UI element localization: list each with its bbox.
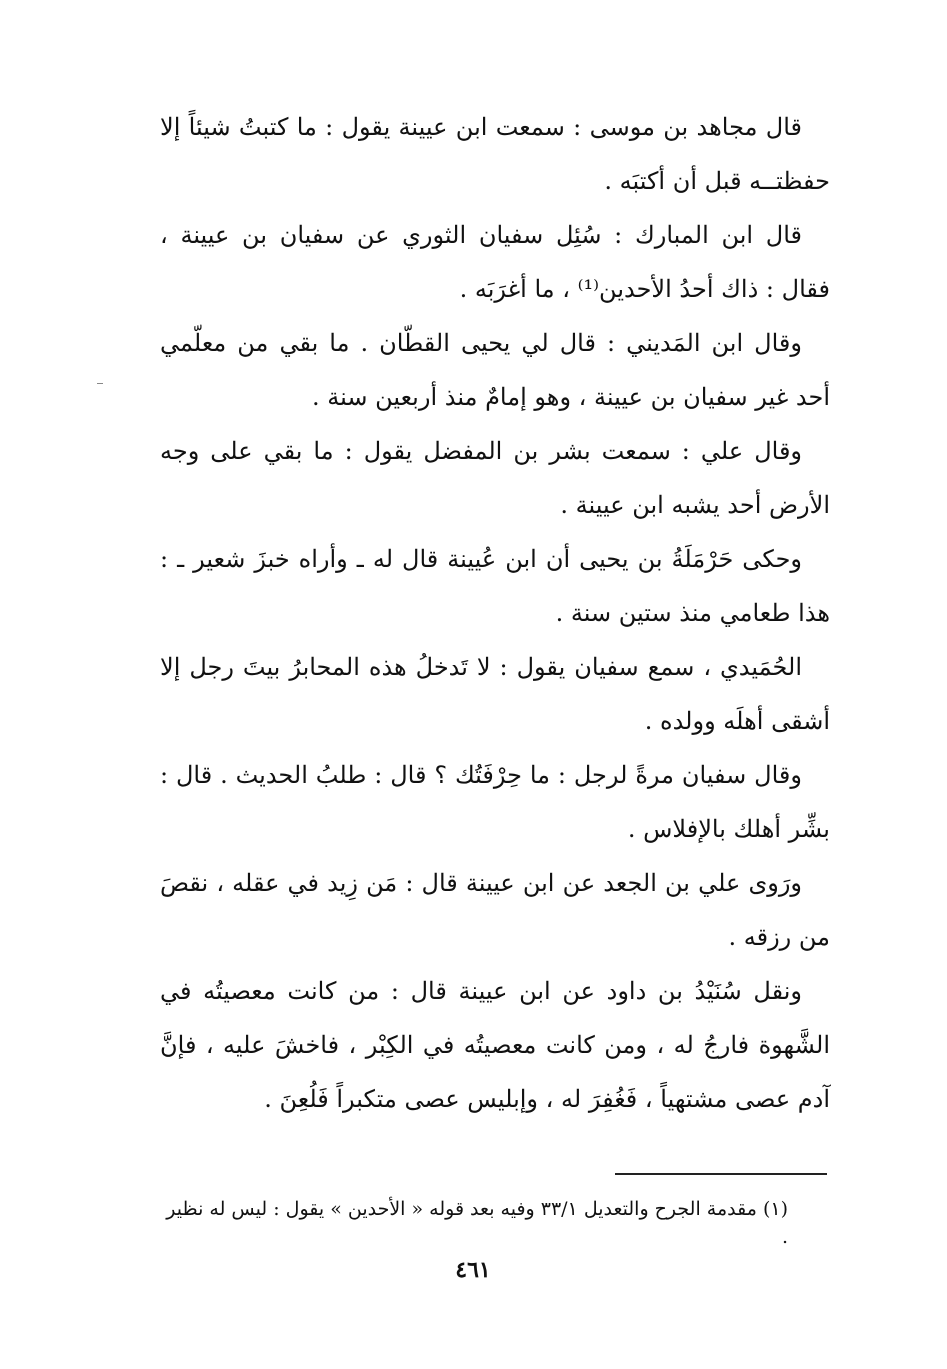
paragraph-harmala: وحكى حَرْمَلَةُ بن يحيى أن ابن عُيينة قال له ـ وأراه خبزَ شعير ـ : هذا طعامي منذ ستين سنة . [160, 545, 830, 627]
footnote-divider [615, 1173, 827, 1175]
paragraph-humaydi: الحُمَيدي ، سمع سفيان يقول : لا تَدخلُ هذه المحابرُ بيتَ رجل إلا أشقى أهلَه وولده . [160, 653, 830, 735]
paragraph-sufyan-craft: وقال سفيان مرةً لرجل : ما حِرْفَتُك ؟ قال : طلبُ الحديث . قال : بشِّر أهلك بالإفلاس . [160, 761, 830, 843]
paragraph-ibn-al-madini: وقال ابن المَديني : قال لي يحيى القطّان . ما بقي من معلّمي أحد غير سفيان بن عيينة ، وهو إمامٌ منذ أربعين سنة . [160, 329, 830, 411]
paragraph-ibn-al-mubarak: قال ابن المبارك : سُئِل سفيان الثوري عن سفيان بن عيينة ، فقال : ذاك أحدُ الأحدين⁽¹⁾ ، ما أغرَبَه . [160, 221, 830, 303]
page-number: ٤٦١ [455, 1257, 491, 1283]
paragraph-ali-ibn-al-jad: ورَوى علي بن الجعد عن ابن عيينة قال : مَن زِيد في عقله ، نقصَ من رزقه . [160, 869, 830, 951]
main-text-block [160, 100, 830, 1126]
paragraph-sunayd: ونقل سُنَيْدُ بن داود عن ابن عيينة قال : من كانت معصيتُه في الشَّهوة فارجُ له ، ومن كانت معصيتُه في الكِبْر ، فاخشَ عليه ، فإنَّ آدم عصى مشتهياً ، فَغُفِرَ له ، وإبليس عصى متكبراً فَلُعِنَ . [160, 977, 830, 1113]
margin-mark [97, 383, 103, 384]
footnote: (١) مقدمة الجرح والتعديل ٣٣/١ وفيه بعد قوله « الأحدين » يقول : ليس له نظير . [166, 1198, 788, 1248]
paragraph-ali-bishr: وقال علي : سمعت بشر بن المفضل يقول : ما بقي على وجه الأرض أحد يشبه ابن عيينة . [160, 437, 830, 519]
paragraph-mujahid: قال مجاهد بن موسى : سمعت ابن عيينة يقول : ما كتبتُ شيئاً إلا حفظتــه قبل أن أكتبَه . [160, 113, 830, 195]
